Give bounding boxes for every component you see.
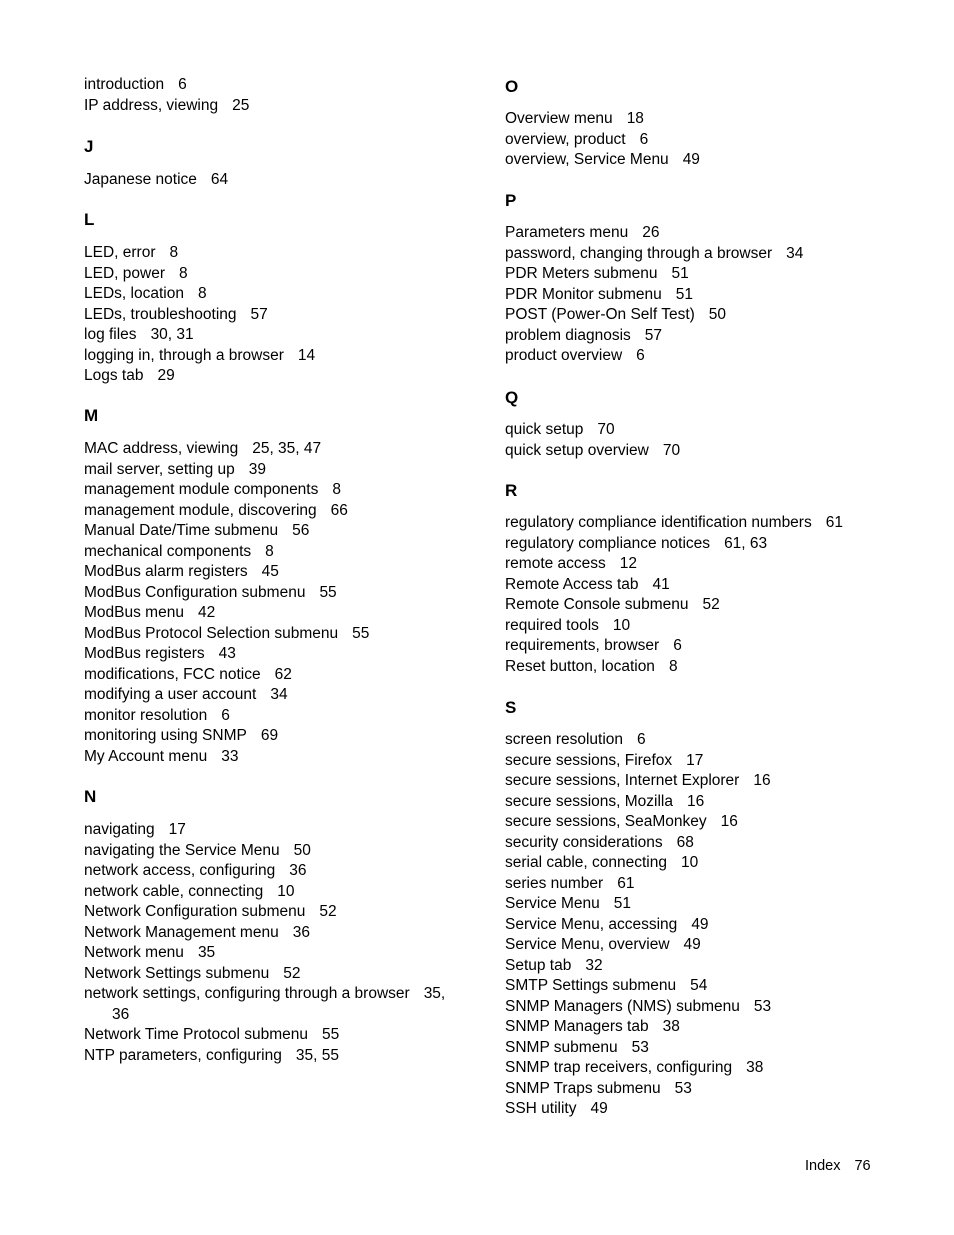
index-page-refs: 61 [825, 514, 843, 531]
index-entry [84, 325, 315, 346]
index-page-refs: 8 [332, 481, 341, 498]
index-page-refs: 16 [686, 792, 705, 810]
index-page-refs: 17 [686, 751, 704, 769]
index-term: Network menu [84, 944, 184, 961]
index-page-refs: 10 [612, 616, 631, 634]
index-entry [84, 861, 445, 882]
index-page-refs: 66 [330, 501, 348, 519]
index-page-refs: 68 [676, 833, 694, 851]
index-entry [505, 956, 771, 977]
index-page-refs: 49 [691, 915, 709, 933]
index-entry [505, 285, 803, 306]
index-term: regulatory compliance notices [505, 534, 711, 552]
index-term: quick setup [505, 421, 584, 438]
index-term: ModBus Protocol Selection submenu [84, 624, 339, 642]
index-page-refs: 6 [639, 130, 649, 148]
index-entry [505, 130, 700, 151]
index-entry [84, 902, 445, 923]
index-entry [505, 595, 843, 616]
index-term: mechanical components [84, 542, 252, 560]
index-term: Japanese notice [84, 171, 197, 188]
index-term: LED, error [84, 244, 156, 261]
index-page-refs: 25 [232, 96, 250, 114]
index-term: quick setup overview [505, 441, 649, 459]
index-entry [84, 882, 445, 903]
index-entry [84, 603, 369, 624]
index-entry [505, 1017, 771, 1038]
index-page-refs: 6 [221, 706, 230, 724]
index-term: Network Management menu [84, 923, 279, 941]
index-page-refs: 25, 35, 47 [252, 440, 322, 457]
index-page-refs: 39 [248, 460, 267, 478]
index-entry [505, 513, 843, 534]
page-number: 76 [854, 1158, 871, 1174]
index-page-refs: 8 [668, 657, 678, 675]
index-entry [505, 976, 771, 997]
index-page-refs: 18 [626, 110, 644, 127]
index-page-refs: 6 [636, 347, 645, 364]
index-page-refs: 51 [613, 895, 632, 912]
index-term: SNMP Managers tab [505, 1018, 649, 1035]
index-term: modifying a user account [84, 686, 257, 703]
index-entry [505, 1079, 771, 1100]
index-entry [505, 150, 700, 171]
index-entry [84, 562, 369, 583]
index-page-refs: 55 [319, 583, 337, 601]
section-letter: L [84, 210, 95, 229]
index-entry [84, 1025, 445, 1046]
section-letter: Q [505, 388, 519, 407]
index-page-refs: 53 [674, 1079, 692, 1097]
index-term: monitoring using SNMP [84, 727, 247, 744]
index-page-refs: 35, 55 [295, 1046, 339, 1064]
index-entry [84, 747, 369, 768]
section-letter: O [505, 77, 519, 96]
index-term: SNMP Traps submenu [505, 1079, 661, 1097]
index-entry [505, 915, 771, 936]
index-page-refs: 41 [652, 575, 670, 593]
index-entry [505, 730, 771, 751]
index-page-refs-continued: 36 [112, 1005, 130, 1023]
index-section-continued [84, 75, 249, 116]
index-term: secure sessions, SeaMonkey [505, 813, 707, 830]
index-entry [84, 501, 369, 522]
index-page-refs: 35 [197, 944, 216, 961]
index-entry [505, 833, 771, 854]
index-term: logging in, through a browser [84, 346, 284, 364]
index-page-refs: 30, 31 [150, 326, 194, 343]
index-entry [505, 616, 843, 637]
index-term: introduction [84, 76, 165, 93]
index-page-refs: 49 [683, 936, 701, 953]
index-term: SMTP Settings submenu [505, 977, 677, 994]
index-term: MAC address, viewing [84, 440, 239, 457]
index-term: LEDs, location [84, 285, 184, 302]
index-page-refs: 34 [270, 686, 288, 703]
index-term: network cable, connecting [84, 882, 264, 900]
index-entry [505, 420, 680, 441]
index-entry [505, 264, 803, 285]
index-page-refs: 38 [746, 1059, 764, 1076]
index-entry [84, 284, 315, 305]
index-entry [505, 997, 771, 1018]
index-term: Service Menu [505, 895, 600, 912]
index-entry [505, 346, 803, 367]
index-term: LED, power [84, 264, 165, 282]
index-term: IP address, viewing [84, 96, 219, 114]
index-term: NTP parameters, configuring [84, 1046, 282, 1064]
index-entry [505, 223, 803, 244]
index-term: PDR Monitor submenu [505, 285, 662, 303]
index-term: secure sessions, Firefox [505, 751, 673, 769]
index-term: secure sessions, Internet Explorer [505, 772, 740, 789]
index-section-j [84, 137, 228, 191]
index-page-refs: 10 [681, 854, 699, 871]
index-entry [505, 534, 843, 555]
index-entry [505, 771, 771, 792]
index-term: series number [505, 874, 604, 892]
index-page-refs: 6 [637, 731, 646, 748]
index-page-refs: 8 [169, 244, 179, 261]
index-entry [84, 685, 369, 706]
section-letter: R [505, 481, 518, 500]
index-term: Parameters menu [505, 224, 629, 241]
index-term: SSH utility [505, 1100, 577, 1117]
index-page-refs: 43 [218, 645, 236, 662]
index-term: security considerations [505, 833, 663, 851]
index-term: Reset button, location [505, 657, 655, 675]
index-entry [505, 326, 803, 347]
index-page-refs: 70 [662, 441, 681, 459]
index-entry [505, 441, 680, 462]
index-term: Manual Date/Time submenu [84, 522, 279, 539]
index-term: secure sessions, Mozilla [505, 792, 673, 810]
index-term: SNMP trap receivers, configuring [505, 1059, 733, 1076]
index-page-refs: 29 [157, 367, 175, 384]
index-term: My Account menu [84, 747, 208, 765]
index-term: log files [84, 326, 137, 343]
index-page-refs: 42 [197, 604, 216, 621]
index-page-refs: 61, 63 [724, 534, 768, 552]
index-page-refs: 36 [292, 923, 310, 941]
index-term: Logs tab [84, 367, 144, 384]
index-term: regulatory compliance identification numbers [505, 514, 812, 531]
index-entry [84, 96, 249, 117]
index-page-refs: 52 [283, 964, 301, 982]
index-page-refs: 64 [210, 171, 229, 188]
index-term: management module components [84, 481, 319, 498]
index-entry [84, 624, 369, 645]
index-page-refs: 50 [293, 841, 311, 859]
index-page-refs: 55 [321, 1026, 340, 1043]
index-term: password, changing through a browser [505, 244, 773, 262]
index-term: PDR Meters submenu [505, 265, 658, 282]
index-entry [505, 853, 771, 874]
index-entry [505, 575, 843, 596]
index-entry [84, 644, 369, 665]
index-entry [84, 521, 369, 542]
index-page-refs: 52 [319, 903, 337, 920]
index-entry [505, 244, 803, 265]
index-page-refs: 49 [682, 151, 700, 168]
index-term: POST (Power-On Self Test) [505, 306, 695, 323]
index-term: Service Menu, accessing [505, 915, 678, 933]
index-entry [84, 665, 369, 686]
index-entry [84, 923, 445, 944]
index-entry [505, 1038, 771, 1059]
index-entry [84, 984, 445, 1025]
index-term: overview, product [505, 130, 626, 148]
index-term: ModBus registers [84, 645, 205, 662]
index-entry [505, 751, 771, 772]
index-entry [84, 542, 369, 563]
index-section-s [505, 698, 771, 1120]
index-term: overview, Service Menu [505, 151, 669, 168]
index-entry [84, 726, 369, 747]
index-term: ModBus Configuration submenu [84, 583, 306, 601]
index-term: product overview [505, 347, 623, 364]
index-term: Service Menu, overview [505, 936, 670, 953]
index-entry [84, 820, 445, 841]
index-page-refs: 17 [168, 821, 186, 838]
index-term: mail server, setting up [84, 460, 235, 478]
index-page-refs: 50 [708, 306, 727, 323]
index-term: Overview menu [505, 110, 613, 127]
index-entry [84, 943, 445, 964]
index-term: SNMP submenu [505, 1038, 618, 1056]
index-page-refs: 34 [786, 244, 804, 262]
index-page-refs: 61 [617, 874, 635, 892]
index-page-refs: 57 [250, 305, 268, 323]
index-section-p [505, 191, 803, 367]
index-page-refs: 38 [662, 1018, 680, 1035]
section-letter: P [505, 191, 517, 210]
section-letter: S [505, 698, 517, 717]
index-entry [505, 874, 771, 895]
index-entry [505, 792, 771, 813]
index-term: requirements, browser [505, 637, 660, 654]
section-letter: N [84, 787, 97, 806]
index-entry [84, 264, 315, 285]
index-term: problem diagnosis [505, 326, 631, 344]
index-term: Network Time Protocol submenu [84, 1026, 308, 1043]
index-entry [84, 243, 315, 264]
index-page-refs: 53 [753, 997, 772, 1015]
section-letter: J [84, 137, 94, 156]
index-page-refs: 51 [675, 285, 694, 303]
index-term: Remote Console submenu [505, 596, 689, 613]
index-page-refs: 26 [642, 224, 660, 241]
index-term: navigating the Service Menu [84, 841, 280, 859]
index-term: navigating [84, 821, 155, 838]
index-page-refs: 35, [423, 985, 446, 1002]
index-entry [505, 636, 843, 657]
index-entry [505, 305, 803, 326]
index-page-refs: 53 [631, 1038, 649, 1056]
index-page-refs: 57 [644, 326, 663, 344]
page-footer [805, 1158, 871, 1174]
index-term: ModBus menu [84, 604, 184, 621]
footer-label: Index [805, 1158, 841, 1174]
index-page-refs: 49 [590, 1100, 608, 1117]
index-section-m [84, 406, 369, 767]
index-term: management module, discovering [84, 501, 317, 519]
index-entry [84, 439, 369, 460]
index-page-refs: 6 [673, 637, 682, 654]
index-entry [505, 109, 700, 130]
index-section-l [84, 210, 315, 387]
index-page-refs: 69 [260, 727, 279, 744]
index-section-r [505, 481, 843, 677]
index-page-refs: 12 [619, 555, 638, 572]
index-page-refs: 16 [720, 813, 738, 830]
index-entry [84, 583, 369, 604]
index-entry [505, 812, 771, 833]
index-entry [505, 1058, 771, 1079]
index-page-refs: 55 [352, 624, 370, 642]
index-page-refs: 62 [274, 665, 292, 683]
index-page-refs: 56 [292, 522, 310, 539]
index-term: Network Configuration submenu [84, 903, 306, 920]
index-entry [84, 1046, 445, 1067]
index-section-q [505, 388, 680, 461]
index-entry [84, 460, 369, 481]
index-page-refs: 33 [221, 747, 239, 765]
index-entry [505, 657, 843, 678]
index-page-refs: 52 [702, 596, 720, 613]
index-entry [84, 964, 445, 985]
index-entry [84, 706, 369, 727]
index-entry [84, 346, 315, 367]
index-term: modifications, FCC notice [84, 665, 261, 683]
index-section-o [505, 77, 700, 171]
index-term: Network Settings submenu [84, 964, 270, 982]
index-page-refs: 8 [265, 542, 274, 560]
index-entry [84, 841, 445, 862]
index-term: remote access [505, 555, 606, 572]
index-page-refs: 6 [178, 76, 187, 93]
index-entry [505, 1099, 771, 1120]
index-term: monitor resolution [84, 706, 208, 724]
index-entry [505, 554, 843, 575]
index-page-refs: 54 [690, 977, 708, 994]
index-entry [505, 894, 771, 915]
index-term: screen resolution [505, 731, 624, 748]
index-page-refs: 36 [289, 862, 307, 879]
index-term: serial cable, connecting [505, 854, 667, 871]
index-page-refs: 70 [597, 421, 615, 438]
index-term: network settings, configuring through a browser [84, 985, 410, 1002]
index-term: LEDs, troubleshooting [84, 305, 237, 323]
index-page-refs: 10 [277, 882, 295, 900]
index-page-refs: 8 [197, 285, 207, 302]
index-page-refs: 51 [671, 265, 689, 282]
index-entry [84, 170, 228, 191]
index-entry [84, 480, 369, 501]
index-page-refs: 14 [297, 346, 316, 364]
index-entry [84, 75, 249, 96]
index-term: network access, configuring [84, 862, 276, 879]
index-term: required tools [505, 616, 599, 634]
index-page-refs: 32 [585, 956, 603, 974]
index-page-refs: 8 [178, 264, 188, 282]
index-entry [84, 366, 315, 387]
index-page-refs: 45 [261, 563, 279, 580]
index-entry [84, 305, 315, 326]
index-term: ModBus alarm registers [84, 563, 248, 580]
index-term: Remote Access tab [505, 575, 639, 593]
index-entry [505, 935, 771, 956]
index-page-refs: 16 [753, 772, 771, 789]
index-term: SNMP Managers (NMS) submenu [505, 997, 740, 1015]
index-section-n [84, 787, 445, 1066]
index-term: Setup tab [505, 956, 572, 974]
section-letter: M [84, 406, 99, 425]
